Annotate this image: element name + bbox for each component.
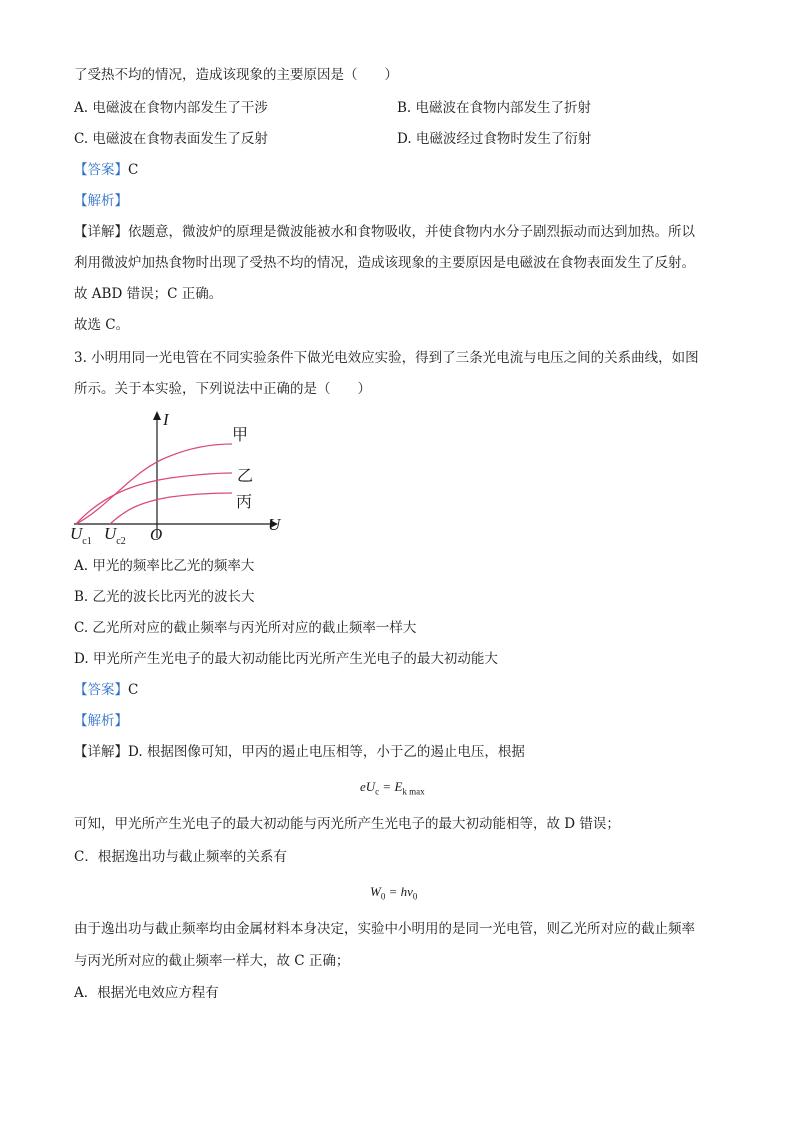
answer-value: C bbox=[128, 682, 139, 698]
q2-option-b: B. 电磁波在食物内部发生了折射 bbox=[397, 100, 592, 116]
answer-tag: 【答案】 bbox=[74, 682, 128, 698]
curve-label-yi: 乙 bbox=[237, 466, 254, 485]
curve-bing bbox=[110, 493, 232, 524]
i-axis-arrow bbox=[153, 411, 161, 420]
q2-option-d: D. 电磁波经过食物时发生了衍射 bbox=[397, 131, 592, 147]
q3-detail-5: 与丙光所对应的截止频率一样大，故 C 正确； bbox=[74, 953, 350, 969]
origin-label: O bbox=[150, 525, 163, 544]
q3-stem-2: 所示。关于本实验，下列说法中正确的是（ ） bbox=[74, 381, 371, 397]
q3-detail-1 bbox=[74, 743, 525, 761]
formula-photoelectric-stopping: $eU_c = E_{k max}$ bbox=[360, 779, 425, 797]
uc1-label: $U_{c1}$ bbox=[70, 524, 92, 547]
detail-text: 依题意，微波炉的原理是微波能被水和食物吸收，并使食物内水分子剧烈振动而达到加热。所以 bbox=[128, 224, 695, 240]
q2-detail-3: 故 ABD 错误；C 正确。 bbox=[74, 286, 223, 302]
formula-work-function: $W_0 = h\nu_0$ bbox=[370, 884, 418, 902]
q2-detail-1 bbox=[74, 223, 695, 241]
answer-value: C bbox=[128, 162, 139, 178]
i-axis-label: I bbox=[163, 410, 169, 429]
curve-label-bing: 丙 bbox=[236, 492, 253, 511]
q3-detail-4: 由于逸出功与截止频率均由金属材料本身决定，实验中小明用的是同一光电管，则乙光所对应的截止频率 bbox=[74, 921, 695, 937]
detail-tag: 【详解】 bbox=[74, 224, 128, 240]
u-axis-label: U bbox=[268, 515, 281, 534]
q3-analysis-tag: 【解析】 bbox=[74, 713, 128, 729]
answer-tag: 【答案】 bbox=[74, 162, 128, 178]
curve-label-jia: 甲 bbox=[232, 425, 249, 444]
q3-detail-6: A．根据光电效应方程有 bbox=[74, 985, 219, 1001]
detail-tag: 【详解】 bbox=[74, 744, 128, 760]
curve-jia bbox=[76, 444, 232, 524]
curve-yi bbox=[76, 473, 232, 524]
q2-answer-line bbox=[74, 161, 138, 179]
q2-option-c: C. 电磁波在食物表面发生了反射 bbox=[74, 131, 268, 147]
detail-text: D. 根据图像可知，甲丙的遏止电压相等，小于乙的遏止电压，根据 bbox=[128, 744, 525, 760]
q3-answer-line bbox=[74, 681, 138, 699]
q2-detail-2: 利用微波炉加热食物时出现了受热不均的情况，造成该现象的主要原因是电磁波在食物表面发生了反射。 bbox=[74, 255, 695, 271]
q3-option-c: C. 乙光所对应的截止频率与丙光所对应的截止频率一样大 bbox=[74, 620, 417, 636]
photoelectric-iu-graph bbox=[70, 408, 290, 548]
q2-option-a: A. 电磁波在食物内部发生了干涉 bbox=[74, 100, 268, 116]
q2-analysis-tag: 【解析】 bbox=[74, 193, 128, 209]
q3-option-d: D. 甲光所产生光电子的最大初动能比丙光所产生光电子的最大初动能大 bbox=[74, 651, 498, 667]
uc2-label: $U_{c2}$ bbox=[104, 524, 126, 547]
q2-stem-tail: 了受热不均的情况，造成该现象的主要原因是（ ） bbox=[74, 67, 398, 83]
q3-detail-3: C．根据逸出功与截止频率的关系有 bbox=[74, 849, 287, 865]
q3-stem-1: 3. 小明用同一光电管在不同实验条件下做光电效应实验，得到了三条光电流与电压之间的关系曲线，如图 bbox=[74, 350, 699, 366]
q2-detail-4: 故选 C。 bbox=[74, 317, 130, 333]
q3-detail-2: 可知，甲光所产生光电子的最大初动能与丙光所产生光电子的最大初动能相等，故 D 错误； bbox=[74, 816, 620, 832]
q3-option-a: A. 甲光的频率比乙光的频率大 bbox=[74, 558, 255, 574]
q3-option-b: B. 乙光的波长比丙光的波长大 bbox=[74, 589, 255, 605]
